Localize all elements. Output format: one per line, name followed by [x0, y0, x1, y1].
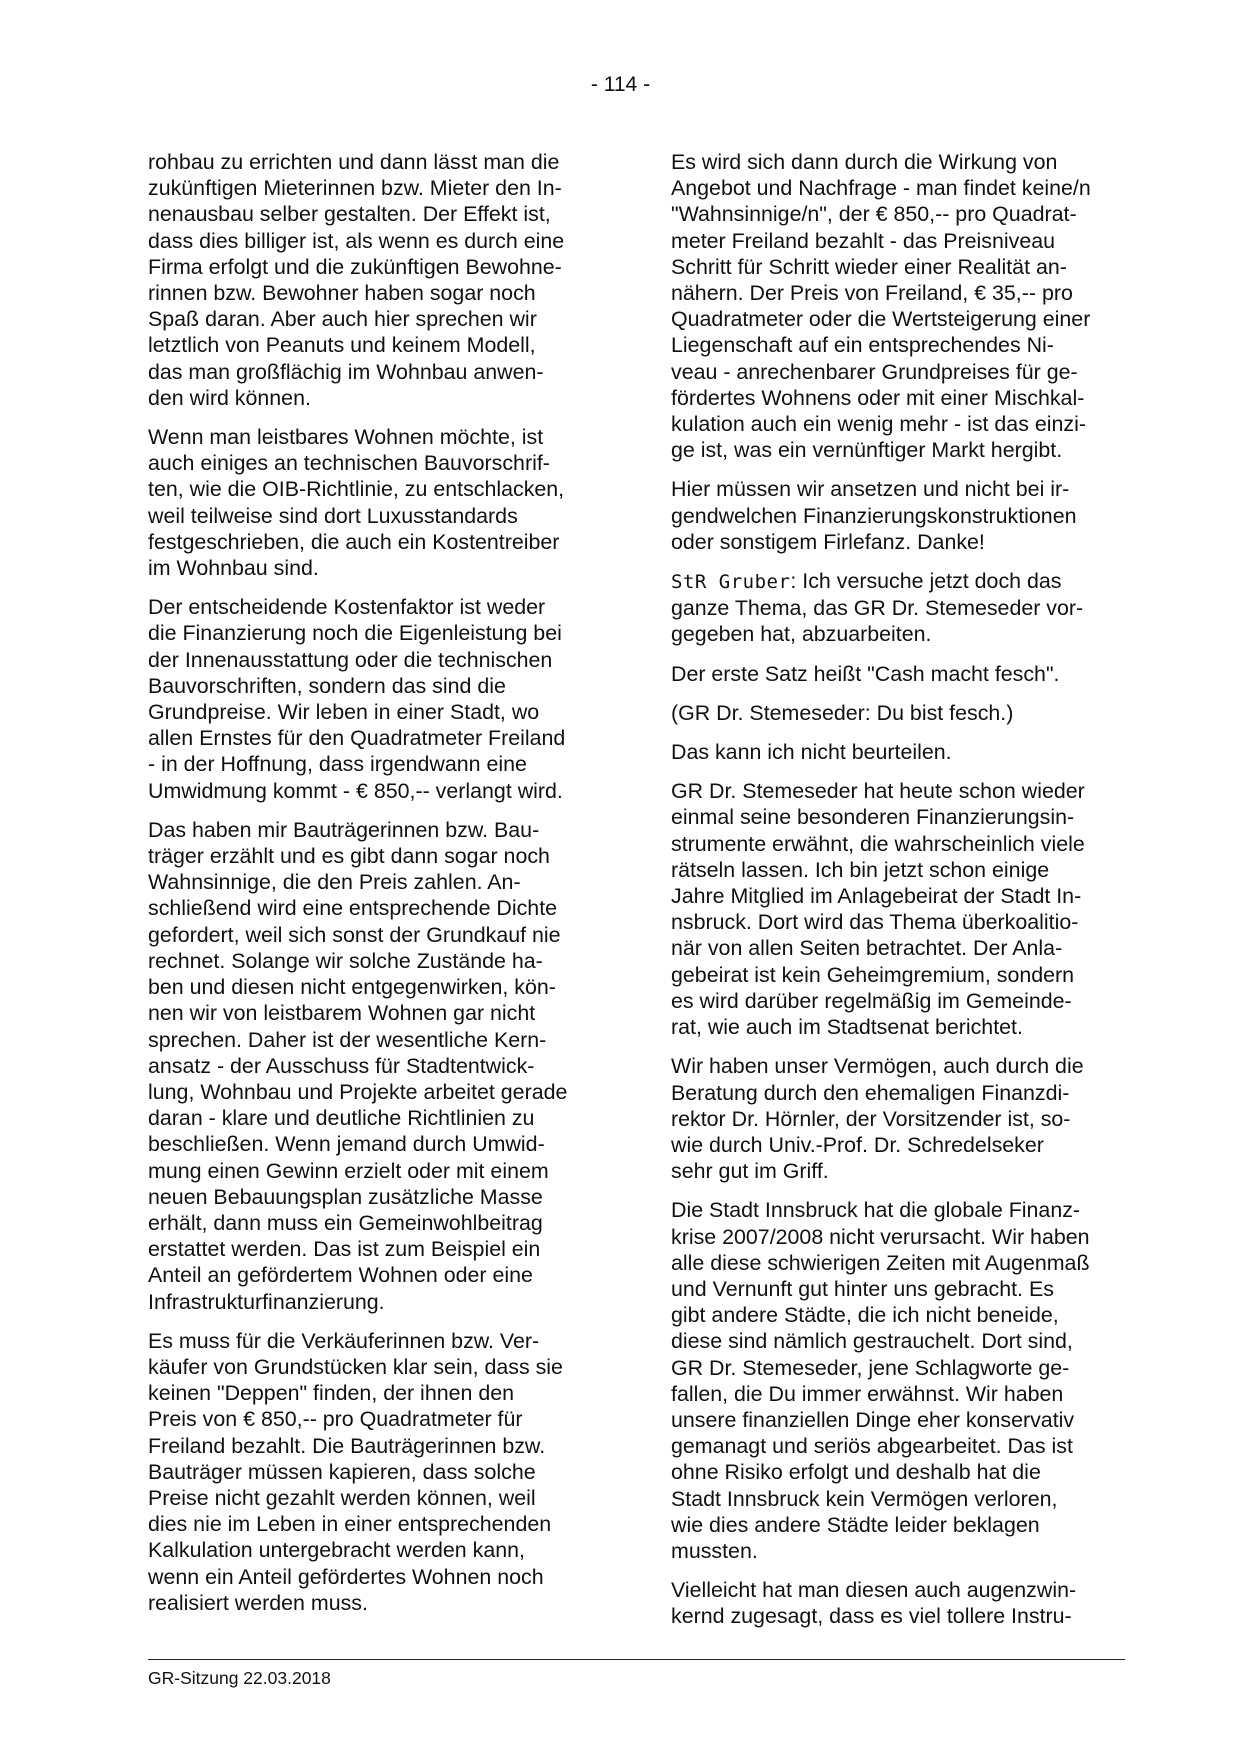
text-line: träger erzählt und es gibt dann sogar noch: [148, 844, 550, 869]
text-line: "Wahnsinnige/n", der € 850,-- pro Quadrat-: [671, 202, 1077, 227]
paragraph: [148, 594, 594, 804]
text-line: nsbruck. Dort wird das Thema überkoalitio-: [671, 910, 1079, 935]
text-line: wenn ein Anteil gefördertes Wohnen noch: [148, 1564, 544, 1589]
text-line: Die Stadt Innsbruck hat die globale Finanz-: [671, 1198, 1081, 1223]
text-line: Angebot und Nachfrage - man findet keine/n: [671, 176, 1091, 201]
footer-session-date: GR-Sitzung 22.03.2018: [148, 1668, 331, 1688]
text-line: rat, wie auch im Stadtsenat berichtet.: [671, 1015, 1023, 1040]
text-line: Infrastrukturfinanzierung.: [148, 1289, 385, 1314]
text-line: nen wir von leistbarem Wohnen gar nicht: [148, 1001, 536, 1026]
text-line: nähern. Der Preis von Freiland, € 35,-- pro: [671, 281, 1073, 306]
text-line: im Wohnbau sind.: [148, 556, 319, 581]
text-line: Jahre Mitglied im Anlagebeirat der Stadt In-: [671, 884, 1082, 909]
text-line: Liegenschaft auf ein entsprechendes Ni-: [671, 333, 1054, 358]
text-line: und Vernunft gut hinter uns gebracht. Es: [671, 1276, 1054, 1301]
text-line: nenausbau selber gestalten. Der Effekt ist,: [148, 202, 551, 227]
text-line: ohne Risiko erfolgt und deshalb hat die: [671, 1460, 1041, 1485]
text-line: Wir haben unser Vermögen, auch durch die: [671, 1054, 1084, 1079]
text-line: Der entscheidende Kostenfaktor ist weder: [148, 595, 546, 620]
text-line: Stadt Innsbruck kein Vermögen verloren,: [671, 1486, 1058, 1511]
text-line: letztlich von Peanuts und keinem Modell,: [148, 333, 536, 358]
text-line: neuen Bebauungsplan zusätzliche Masse: [148, 1184, 543, 1209]
text-line: när von allen Seiten betrachtet. Der Anla-: [671, 936, 1063, 961]
text-line: diese sind nämlich gestrauchelt. Dort sind,: [671, 1329, 1073, 1354]
text-line: ben und diesen nicht entgegenwirken, kön-: [148, 975, 556, 1000]
text-line: gemanagt und seriös abgearbeitet. Das ist: [671, 1434, 1073, 1459]
text-line: - in der Hoffnung, dass irgendwann eine: [148, 752, 527, 777]
paragraph: [671, 149, 1117, 463]
text-line: Vielleicht hat man diesen auch augenzwin-: [671, 1578, 1077, 1603]
text-line: rinnen bzw. Bewohner haben sogar noch: [148, 281, 536, 306]
paragraph: [148, 817, 594, 1315]
text-line: dies nie im Leben in einer entsprechenden: [148, 1512, 552, 1537]
text-line: Spaß daran. Aber auch hier sprechen wir: [148, 307, 537, 332]
text-line: sehr gut im Griff.: [671, 1159, 829, 1184]
text-line: Hier müssen wir ansetzen und nicht bei ir-: [671, 477, 1070, 502]
text-line: veau - anrechenbarer Grundpreises für ge-: [671, 359, 1078, 384]
text-line: Preise nicht gezahlt werden können, weil: [148, 1485, 536, 1510]
paragraph: [671, 1053, 1117, 1184]
text-line: gendwelchen Finanzierungskonstruktionen: [671, 503, 1077, 528]
text-line: Bauvorschriften, sondern das sind die: [148, 673, 506, 698]
text-line: oder sonstigem Firlefanz. Danke!: [671, 529, 985, 554]
footer-divider: [148, 1659, 1125, 1660]
paragraph: [671, 700, 1117, 726]
text-line: das man großflächig im Wohnbau anwen-: [148, 359, 544, 384]
text-line: gebeirat ist kein Geheimgremium, sondern: [671, 962, 1075, 987]
text-line: Grundpreise. Wir leben in einer Stadt, wo: [148, 700, 540, 725]
text-line: mussten.: [671, 1538, 758, 1563]
speaker-name: StR Gruber: [671, 571, 791, 594]
text-line: Das kann ich nicht beurteilen.: [671, 740, 952, 765]
text-line: ansatz - der Ausschuss für Stadtentwick-: [148, 1053, 535, 1078]
text-line: daran - klare und deutliche Richtlinien zu: [148, 1106, 535, 1131]
text-line: dass dies billiger ist, als wenn es durch eine: [148, 228, 565, 253]
paragraph: [671, 661, 1117, 687]
text-line: sprechen. Daher ist der wesentliche Kern-: [148, 1027, 547, 1052]
text-line: rätseln lassen. Ich bin jetzt schon einige: [671, 857, 1050, 882]
text-line: meter Freiland bezahlt - das Preisniveau: [671, 228, 1056, 253]
paragraph: [671, 739, 1117, 765]
paragraph: [671, 1577, 1117, 1629]
text-line: zukünftigen Mieterinnen bzw. Mieter den In-: [148, 176, 562, 201]
text-line: alle diese schwierigen Zeiten mit Augenmaß: [671, 1250, 1090, 1275]
text-line: schließend wird eine entsprechende Dichte: [148, 896, 558, 921]
paragraph: [148, 149, 594, 411]
text-line: die Finanzierung noch die Eigenleistung bei: [148, 621, 562, 646]
text-line: kulation auch ein wenig mehr - ist das einzi-: [671, 412, 1086, 437]
text-line: Wenn man leistbares Wohnen möchte, ist: [148, 425, 544, 450]
text-line: GR Dr. Stemeseder, jene Schlagworte ge-: [671, 1355, 1070, 1380]
text-line: Quadratmeter oder die Wertsteigerung einer: [671, 307, 1091, 332]
text-line: auch einiges an technischen Bauvorschrif-: [148, 451, 550, 476]
text-line: keinen "Deppen" finden, der ihnen den: [148, 1381, 515, 1406]
text-line: rechnet. Solange wir solche Zustände ha-: [148, 948, 543, 973]
text-line: erhält, dann muss ein Gemeinwohlbeitrag: [148, 1210, 543, 1235]
paragraph: [148, 1328, 594, 1616]
text-line: einmal seine besonderen Finanzierungsin-: [671, 805, 1075, 830]
text-line: gefordert, weil sich sonst der Grundkauf nie: [148, 922, 561, 947]
paragraph: [148, 424, 594, 581]
text-line: gegeben hat, abzuarbeiten.: [671, 622, 932, 647]
text-line: Es wird sich dann durch die Wirkung von: [671, 150, 1058, 174]
text-line: ge ist, was ein vernünftiger Markt hergibt.: [671, 438, 1063, 463]
text-line: gibt andere Städte, die ich nicht beneide,: [671, 1303, 1059, 1328]
text-line: Kalkulation untergebracht werden kann,: [148, 1538, 525, 1563]
text-line: ganze Thema, das GR Dr. Stemeseder vor-: [671, 596, 1084, 621]
text-line: weil teilweise sind dort Luxusstandards: [148, 503, 518, 528]
text-line: Bauträger müssen kapieren, dass solche: [148, 1459, 536, 1484]
text-line: Das haben mir Bauträgerinnen bzw. Bau-: [148, 817, 540, 842]
page-number: - 114 -: [590, 73, 651, 96]
text-line: kernd zugesagt, dass es viel tollere Instru-: [671, 1604, 1072, 1629]
text-line: festgeschrieben, die auch ein Kostentreiber: [148, 529, 560, 554]
paragraph: [671, 778, 1117, 1040]
speaker-statement-start: : Ich versuche jetzt doch das: [790, 569, 1062, 594]
text-line: fallen, die Du immer erwähnst. Wir haben: [671, 1381, 1064, 1406]
right-column: [671, 149, 1117, 1643]
text-line: (GR Dr. Stemeseder: Du bist fesch.): [671, 700, 1014, 725]
text-line: Es muss für die Verkäuferinnen bzw. Ver-: [148, 1328, 540, 1353]
text-line: krise 2007/2008 nicht verursacht. Wir haben: [671, 1224, 1090, 1249]
text-line: rektor Dr. Hörnler, der Vorsitzender ist, so-: [671, 1106, 1071, 1131]
text-line: lung, Wohnbau und Projekte arbeitet gerade: [148, 1079, 568, 1104]
text-line: Schritt für Schritt wieder einer Realität an-: [671, 254, 1067, 279]
text-line: Der erste Satz heißt "Cash macht fesch".: [671, 661, 1060, 686]
text-line: käufer von Grundstücken klar sein, dass sie: [148, 1354, 563, 1379]
text-line: rohbau zu errichten und dann lässt man die: [148, 150, 560, 174]
text-line: Beratung durch den ehemaligen Finanzdi-: [671, 1080, 1070, 1105]
text-line: [671, 568, 1117, 595]
paragraph: [671, 1197, 1117, 1564]
text-line: wie dies andere Städte leider beklagen: [671, 1512, 1040, 1537]
paragraph: [671, 568, 1117, 648]
paragraph: [671, 476, 1117, 555]
text-line: allen Ernstes für den Quadratmeter Freiland: [148, 726, 566, 751]
text-line: der Innenausstattung oder die technischen: [148, 647, 553, 672]
text-line: Firma erfolgt und die zukünftigen Bewohne-: [148, 254, 562, 279]
text-line: strumente erwähnt, die wahrscheinlich viele: [671, 831, 1085, 856]
text-line: Wahnsinnige, die den Preis zahlen. An-: [148, 870, 521, 895]
text-line: Umwidmung kommt - € 850,-- verlangt wird.: [148, 778, 563, 803]
text-line: den wird können.: [148, 385, 311, 410]
text-line: ten, wie die OIB-Richtlinie, zu entschlacken,: [148, 477, 565, 502]
text-line: wie durch Univ.-Prof. Dr. Schredelseker: [671, 1132, 1044, 1157]
text-line: Freiland bezahlt. Die Bauträgerinnen bzw.: [148, 1433, 546, 1458]
text-line: erstattet werden. Das ist zum Beispiel ein: [148, 1237, 541, 1262]
text-line: unsere finanziellen Dinge eher konservativ: [671, 1407, 1075, 1432]
text-line: fördertes Wohnens oder mit einer Mischkal-: [671, 385, 1085, 410]
text-line: Preis von € 850,-- pro Quadratmeter für: [148, 1407, 523, 1432]
text-line: mung einen Gewinn erzielt oder mit einem: [148, 1158, 549, 1183]
text-line: realisiert werden muss.: [148, 1590, 368, 1615]
text-line: Anteil an gefördertem Wohnen oder eine: [148, 1263, 533, 1288]
text-line: es wird darüber regelmäßig im Gemeinde-: [671, 988, 1072, 1013]
text-line: beschließen. Wenn jemand durch Umwid-: [148, 1132, 545, 1157]
left-column: [148, 149, 594, 1629]
text-line: GR Dr. Stemeseder hat heute schon wieder: [671, 779, 1085, 804]
